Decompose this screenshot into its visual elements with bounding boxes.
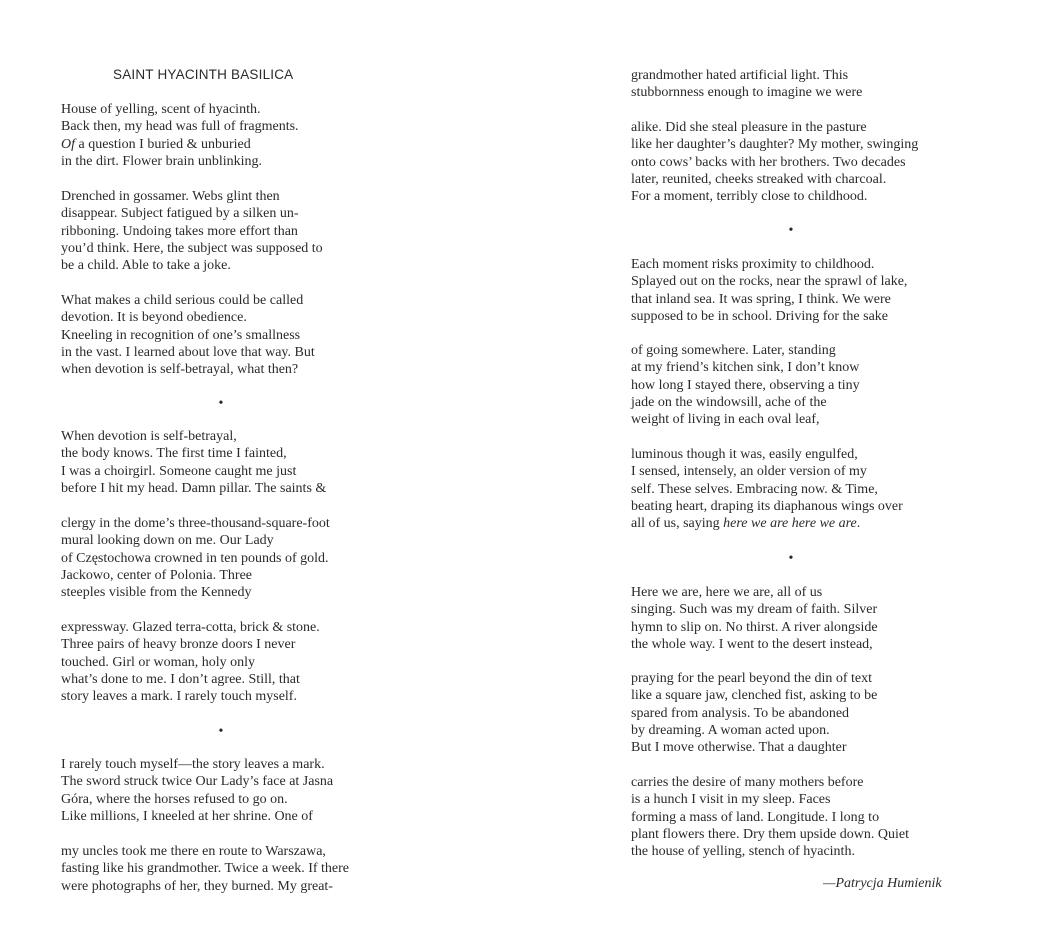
poem-line: the house of yelling, stench of hyacinth. <box>631 844 855 860</box>
line-plain: all of us, saying <box>631 516 724 532</box>
stanza <box>631 774 909 860</box>
poem-line: ribboning. Undoing takes more effort than <box>61 223 298 239</box>
poem-line: luminous though it was, easily engulfed, <box>631 447 858 462</box>
poem-line: The sword struck twice Our Lady’s face at Jasna <box>61 774 334 790</box>
poem-line: Like millions, I kneeled at her shrine. One of <box>61 808 313 824</box>
poem-line: fasting like his grandmother. Twice a week. If there <box>61 861 349 877</box>
stanza <box>61 292 315 378</box>
poem-line: weight of living in each oval leaf, <box>631 412 820 428</box>
poem-line: the whole way. I went to the desert instead, <box>631 636 873 652</box>
poem-line: For a moment, terribly close to childhood. <box>631 189 868 205</box>
poem-line: alike. Did she steal pleasure in the pasture <box>631 120 867 135</box>
poem-line: what’s done to me. I don’t agree. Still, that <box>61 671 300 687</box>
poem-line: onto cows’ backs with her brothers. Two decades <box>631 154 906 170</box>
poem-line: Each moment risks proximity to childhood. <box>631 257 875 272</box>
stanza <box>631 119 918 205</box>
poem-line: in the vast. I learned about love that way. But <box>61 344 315 360</box>
poem-line: clergy in the dome’s three-thousand-square-foot <box>61 516 330 531</box>
italic-phrase: here we are here we are <box>723 516 857 532</box>
poem-line: Here we are, here we are, all of us <box>631 585 823 600</box>
poem-line: But I move otherwise. That a daughter <box>631 740 847 756</box>
stanza <box>631 584 878 653</box>
stanza <box>631 342 860 428</box>
stanza <box>61 188 323 274</box>
poem-line: singing. Such was my dream of faith. Silver <box>631 602 878 618</box>
poem-line: before I hit my head. Damn pillar. The saints & <box>61 480 327 496</box>
stanza <box>631 67 862 102</box>
poem-line: when devotion is self-betrayal, what then? <box>61 362 299 378</box>
poem-line: Splayed out on the rocks, near the sprawl of lake, <box>631 274 908 290</box>
poem-line: later, reunited, cheeks streaked with charcoal. <box>631 171 887 187</box>
poem-line: mural looking down on me. Our Lady <box>61 533 274 549</box>
poem-line: hymn to slip on. No thirst. A river alongside <box>631 619 878 635</box>
poem-line: Jackowo, center of Polonia. Three <box>61 567 253 583</box>
poem-line: story leaves a mark. I rarely touch myself. <box>61 689 297 705</box>
poem-line-mixed <box>631 515 903 532</box>
poem-line: of going somewhere. Later, standing <box>631 343 836 358</box>
poem-line: Góra, where the horses refused to go on. <box>61 791 288 807</box>
poem-line: praying for the pearl beyond the din of text <box>631 671 873 686</box>
poem-line: Back then, my head was full of fragments. <box>61 119 299 135</box>
poem-line: at my friend’s kitchen sink, I don’t know <box>631 360 860 376</box>
section-separator: • <box>218 396 224 411</box>
stanza <box>631 670 877 756</box>
poem-line: House of yelling, scent of hyacinth. <box>61 102 261 117</box>
poem-line: I rarely touch myself—the story leaves a mark. <box>61 757 325 772</box>
poem-line: by dreaming. A woman acted upon. <box>631 722 830 738</box>
stanza <box>631 256 907 325</box>
poem-line: like a square jaw, clenched fist, asking to be <box>631 688 878 704</box>
poem-line: is a hunch I visit in my sleep. Faces <box>631 792 831 808</box>
poem-line: When devotion is self-betrayal, <box>61 429 237 444</box>
poem-line: jade on the windowsill, ache of the <box>631 394 827 410</box>
poem-line: the body knows. The first time I fainted, <box>61 446 287 462</box>
poem-line: Three pairs of heavy bronze doors I never <box>61 637 296 653</box>
poem-line-mixed <box>61 136 299 153</box>
poem-line: devotion. It is beyond obedience. <box>61 310 247 326</box>
stanza <box>631 446 903 532</box>
poem-line: like her daughter’s daughter? My mother, swinging <box>631 137 919 153</box>
poem-line: were photographs of her, they burned. My great- <box>61 878 333 894</box>
poem-line: plant flowers there. Dry them upside down. Quiet <box>631 826 909 842</box>
poem-line: forming a mass of land. Longitude. I long to <box>631 809 880 825</box>
poem-line: stubbornness enough to imagine we were <box>631 85 863 101</box>
poem-line: disappear. Subject fatigued by a silken un- <box>61 206 299 222</box>
stanza <box>61 101 299 170</box>
poem-line: that inland sea. It was spring, I think. We were <box>631 291 891 307</box>
poem-line: grandmother hated artificial light. This <box>631 68 849 83</box>
line-rest: a question I buried & unburied <box>75 136 251 152</box>
poem-title: SAINT HYACINTH BASILICA <box>113 67 294 82</box>
poem-line: beating heart, draping its diaphanous wings over <box>631 498 903 514</box>
poem-line: spared from analysis. To be abandoned <box>631 705 850 721</box>
stanza <box>61 619 320 705</box>
poem-line: you’d think. Here, the subject was supposed to <box>61 240 323 256</box>
poem-line: touched. Girl or woman, holy only <box>61 654 256 670</box>
poem-line: my uncles took me there en route to Warszawa, <box>61 844 326 859</box>
stanza <box>61 843 349 895</box>
poem-line: Drenched in gossamer. Webs glint then <box>61 189 280 204</box>
italic-word: Of <box>61 136 75 152</box>
poem-line: how long I stayed there, observing a tiny <box>631 377 860 393</box>
poem-line: be a child. Able to take a joke. <box>61 258 231 274</box>
poem-line: of Częstochowa crowned in ten pounds of gold. <box>61 550 329 566</box>
stanza <box>61 756 333 825</box>
line-end: . <box>856 516 861 532</box>
section-separator: • <box>788 551 794 566</box>
stanza <box>61 428 326 497</box>
section-separator: • <box>788 223 794 238</box>
author-signature: —Patrycja Humienik <box>823 876 942 891</box>
section-separator: • <box>218 724 224 739</box>
poem-line: What makes a child serious could be called <box>61 293 304 308</box>
poem-line: I sensed, intensely, an older version of my <box>631 464 867 480</box>
poem-line: supposed to be in school. Driving for the sake <box>631 308 889 324</box>
poem-line: in the dirt. Flower brain unblinking. <box>61 153 263 169</box>
poem-line: carries the desire of many mothers before <box>631 775 864 790</box>
poem-line: Kneeling in recognition of one’s smallness <box>61 327 301 343</box>
poem-line: steeples visible from the Kennedy <box>61 585 252 601</box>
poem-line: self. These selves. Embracing now. & Time, <box>631 481 878 497</box>
stanza <box>61 515 330 601</box>
poem-line: I was a choirgirl. Someone caught me just <box>61 463 297 479</box>
poem-line: expressway. Glazed terra-cotta, brick & stone. <box>61 620 320 635</box>
